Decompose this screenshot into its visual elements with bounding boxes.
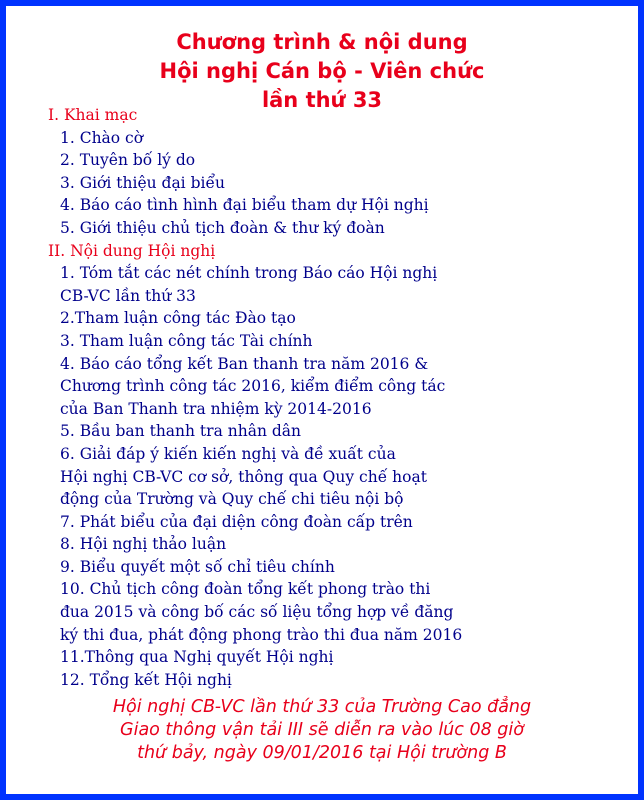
agenda-item-line: 4. Báo cáo tổng kết Ban thanh tra năm 2016 & [60,354,429,373]
agenda-item-line: 5. Giới thiệu chủ tịch đoàn & thư ký đoàn [60,218,385,237]
agenda-item-line: CB-VC lần thứ 33 [60,286,196,305]
document-page [6,6,638,794]
agenda-item-line: 9. Biểu quyết một số chỉ tiêu chính [60,557,335,576]
agenda-item-line: 8. Hội nghị thảo luận [60,535,227,554]
agenda-item-line: 12. Tổng kết Hội nghị [60,670,232,689]
agenda-item [48,330,608,353]
agenda-item-line: 2. Tuyên bố lý do [60,151,196,170]
agenda-item [48,669,608,692]
title-line-1: Chương trình & nội dung [176,30,468,54]
title-line-2: Hội nghị Cán bộ - Viên chức [159,59,485,83]
agenda-item-line: Hội nghị CB-VC cơ sở, thông qua Quy chế hoạt [60,467,427,486]
title-line-3: lần thứ 33 [261,88,383,112]
agenda-item [48,511,608,534]
agenda-item-line: 3. Tham luận công tác Tài chính [60,331,313,350]
agenda-item-line: 3. Giới thiệu đại biểu [60,173,225,192]
agenda-item-line: của Ban Thanh tra nhiệm kỳ 2014-2016 [60,399,372,418]
agenda-item-line: 10. Chủ tịch công đoàn tổng kết phong trào thi [60,580,431,599]
announcement-line-2: Giao thông vận tải III sẽ diễn ra vào lúc 08 giờ [120,720,524,740]
agenda-item [48,646,608,669]
announcement-line-1: Hội nghị CB-VC lần thứ 33 của Trường Cao đẳng [112,697,532,717]
agenda-item-line: 11.Thông qua Nghị quyết Hội nghị [60,648,334,667]
agenda-item-line: 6. Giải đáp ý kiến kiến nghị và đề xuất của [60,444,396,463]
section-heading: I. Khai mạc [48,106,138,124]
agenda-item-line: 1. Chào cờ [60,128,144,147]
agenda-item [48,420,608,443]
agenda-item [48,443,608,511]
agenda-item-line: động của Trường và Quy chế chi tiêu nội bộ [60,490,404,509]
agenda-item-line: đua 2015 và công bố các số liệu tổng hợp về đăng [60,603,454,622]
agenda-item [48,533,608,556]
agenda-item-line: 1. Tóm tắt các nét chính trong Báo cáo Hội nghị [60,264,438,283]
agenda-item-line: ký thi đua, phát động phong trào thi đua năm 2016 [60,625,463,644]
agenda-item-line: 2.Tham luận công tác Đào tạo [60,309,296,328]
agenda-item [48,578,608,646]
agenda-list [48,104,608,691]
agenda-item [48,353,608,421]
agenda-item [48,127,608,150]
agenda-item [48,307,608,330]
document-title [6,28,638,115]
agenda-item-line: 4. Báo cáo tình hình đại biểu tham dự Hội nghị [60,196,429,215]
section-heading: II. Nội dung Hội nghị [48,241,216,260]
agenda-item-line: Chương trình công tác 2016, kiểm điểm công tác [60,377,446,396]
agenda-item [48,172,608,195]
announcement-line-3: thứ bảy, ngày 09/01/2016 tại Hội trường B [137,743,507,763]
agenda-item [48,217,608,240]
agenda-item [48,262,608,307]
agenda-item [48,556,608,579]
announcement-note [6,696,638,765]
agenda-item-line: 5. Bầu ban thanh tra nhân dân [60,422,301,441]
agenda-item [48,194,608,217]
agenda-item [48,149,608,172]
agenda-item-line: 7. Phát biểu của đại diện công đoàn cấp trên [60,512,413,531]
